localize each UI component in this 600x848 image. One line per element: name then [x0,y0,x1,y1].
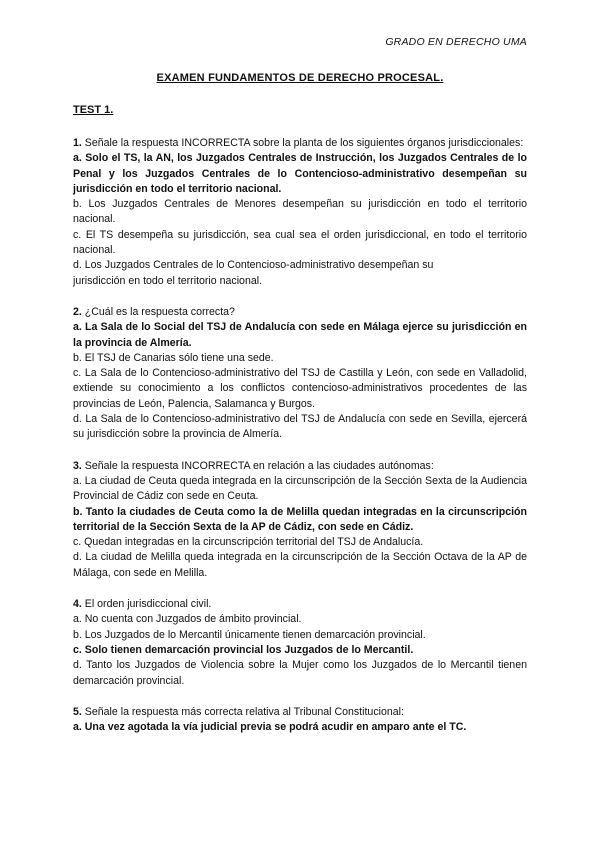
question-3-number: 3. [73,459,82,472]
exam-title: EXAMEN FUNDAMENTOS DE DERECHO PROCESAL. [156,72,444,84]
question-2 [73,305,527,443]
question-4 [73,597,527,689]
question-4-number: 4. [73,598,82,611]
question-4-option-c: c. Solo tienen demarcación provincial los Juzgados de lo Mercantil. [73,643,414,656]
question-4-option-d: d. Tanto los Juzgados de Violencia sobre la Mujer como los Juzgados de lo Mercantil tienen demarcación provincial. [73,659,527,687]
question-5 [73,705,527,736]
test-heading: TEST 1. [73,104,114,116]
question-1-statement [73,136,527,151]
question-3-option-c: c. Quedan integradas en la circunscripción territorial del TSJ de Andalucía. [73,536,424,549]
question-4-statement [73,597,527,612]
question-3-text: Señale la respuesta INCORRECTA en relación a las ciudades autónomas: [81,459,434,472]
question-2-option-d: d. La Sala de lo Contencioso-administrativo del TSJ de Andalucía con sede en Sevilla, ejercerá su jurisdicción sobre la provincia de Almería. [73,413,527,441]
question-1-option-d: d. Los Juzgados Centrales de lo Contencioso-administrativo desempeñan su jurisdicción en todo el territorio nacional. [73,259,434,287]
question-1-text: Señale la respuesta INCORRECTA sobre la planta de los siguientes órganos jurisdiccionales: [81,137,524,149]
question-2-option-b: b. El TSJ de Canarias sólo tiene una sede. [73,351,274,364]
question-2-text: ¿Cuál es la respuesta correcta? [81,305,235,318]
question-1-option-a: a. Solo el TS, la AN, los Juzgados Centrales de Instrucción, los Juzgados Centrales de lo Penal y los Juzgados Centrales de lo Contencioso-administrativo desempeñan su jurisdicción en todo el territorio nacional. [73,152,527,195]
question-3-option-a: a. La ciudad de Ceuta queda integrada en la circunscripción de la Sección Sexta de la Audiencia Provincial de Cádiz con sede en Ceuta. [73,474,527,503]
question-4-option-a: a. No cuenta con Juzgados de ámbito provincial. [73,613,302,626]
question-5-option-a: a. Una vez agotada la vía judicial previa se podrá acudir en amparo ante el TC. [73,721,467,734]
question-3-statement [73,459,527,474]
question-1-option-b: b. Los Juzgados Centrales de Menores desempeñan su jurisdicción en todo el territorio nacional. [73,198,527,226]
question-5-statement [73,705,527,720]
question-5-number: 5. [73,705,82,718]
question-3-option-d: d. La ciudad de Melilla queda integrada en la circunscripción de la Sección Octava de la AP de Málaga, con sede en Melilla. [73,551,527,579]
questions-list [73,136,527,751]
question-3 [73,459,527,581]
question-2-number: 2. [73,305,82,318]
question-2-option-a: a. La Sala de lo Social del TSJ de Andalucía con sede en Málaga ejerce su jurisdicción en la provincia de Almería. [73,321,527,349]
question-2-statement [73,305,527,320]
question-1-option-c: c. El TS desempeña su jurisdicción, sea cual sea el orden jurisdiccional, en todo el territorio nacional. [73,228,527,257]
question-3-option-b: b. Tanto la ciudades de Ceuta como la de Melilla quedan integradas en la circunscripción territorial de la Sección Sexta de la AP de Cádiz, con sede en Cádiz. [73,505,527,533]
question-4-option-b: b. Los Juzgados de lo Mercantil únicamente tienen demarcación provincial. [73,628,426,641]
question-2-option-c: c. La Sala de lo Contencioso-administrativo del TSJ de Castilla y León, con sede en Valladolid, extiende su conocimiento a los conflictos contencioso-administrativos procedentes de las provincias de León, Palencia, Salamanca y Burgos. [73,367,527,410]
question-5-text: Señale la respuesta más correcta relativa al Tribunal Constitucional: [81,705,404,718]
question-1 [73,136,527,289]
question-4-text: El orden jurisdiccional civil. [81,598,212,611]
question-1-number: 1. [73,137,82,149]
course-header: GRADO EN DERECHO UMA [385,36,527,48]
